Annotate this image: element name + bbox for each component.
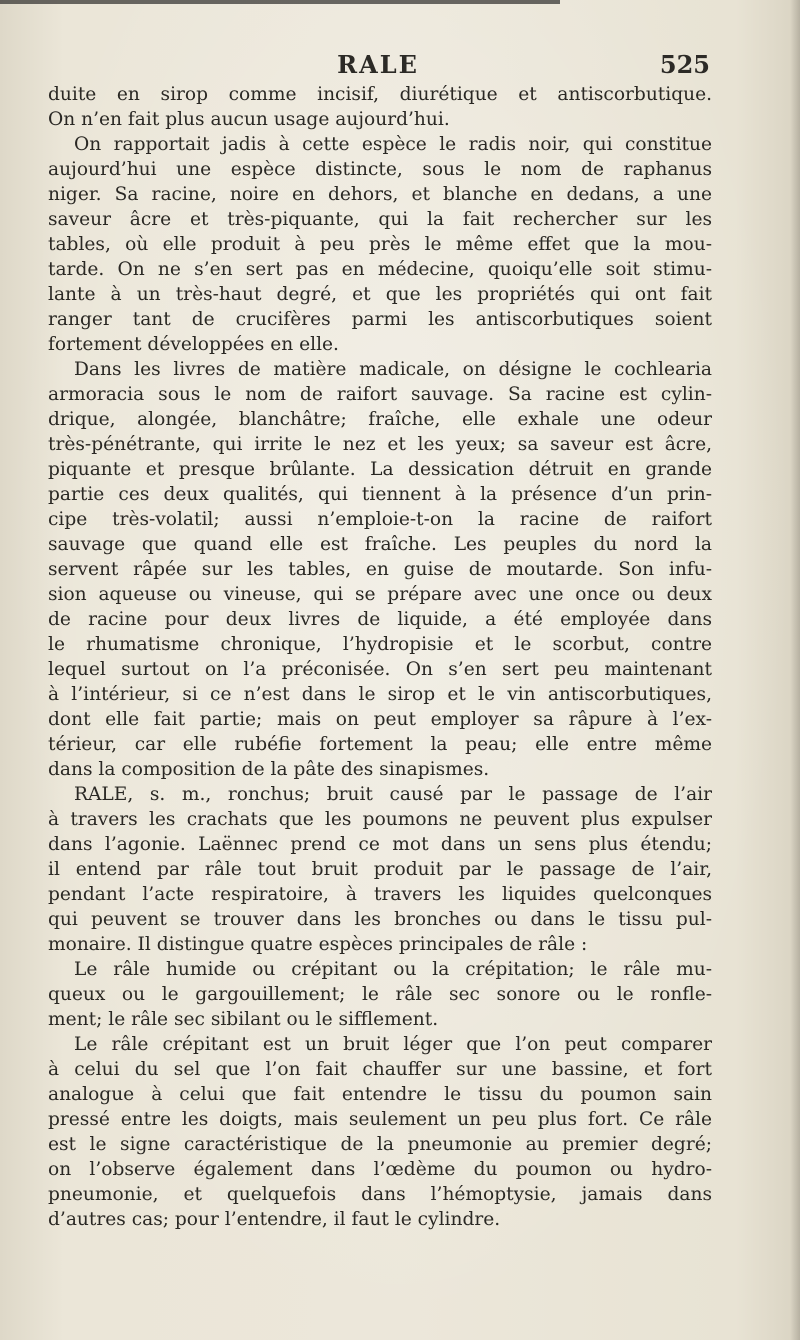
text-line: ment; le râle sec sibilant ou le sifflement. bbox=[48, 1009, 439, 1030]
text-line: monaire. Il distingue quatre espèces principales de râle : bbox=[48, 934, 588, 955]
text-line: aujourd’hui une espèce distincte, sous le nom de raphanus bbox=[48, 159, 712, 180]
text-line: à travers les crachats que les poumons ne peuvent plus expulser bbox=[48, 809, 712, 830]
text-line: tarde. On ne s’en sert pas en médecine, quoiqu’elle soit stimu- bbox=[48, 259, 712, 280]
text-line: cipe très-volatil; aussi n’emploie-t-on la racine de raifort bbox=[48, 509, 712, 530]
text-line: térieur, car elle rubéfie fortement la peau; elle entre même bbox=[48, 734, 712, 755]
text-line: on l’observe également dans l’œdème du poumon ou hydro- bbox=[48, 1159, 712, 1180]
text-line: dont elle fait partie; mais on peut employer sa râpure à l’ex- bbox=[48, 709, 712, 730]
text-line: armoracia sous le nom de raifort sauvage. Sa racine est cylin- bbox=[48, 384, 712, 405]
text-line: RALE, s. m., ronchus; bruit causé par le passage de l’air bbox=[74, 784, 712, 805]
page-header bbox=[46, 50, 710, 84]
text-line: dans l’agonie. Laënnec prend ce mot dans un sens plus étendu; bbox=[48, 834, 712, 855]
text-line: pneumonie, et quelquefois dans l’hémoptysie, jamais dans bbox=[48, 1184, 712, 1205]
text-line: analogue à celui que fait entendre le tissu du poumon sain bbox=[48, 1084, 712, 1105]
text-line: drique, alongée, blanchâtre; fraîche, elle exhale une odeur bbox=[48, 409, 712, 430]
text-line: partie ces deux qualités, qui tiennent à la présence d’un prin- bbox=[48, 484, 712, 505]
text-line: de racine pour deux livres de liquide, a été employée dans bbox=[48, 609, 712, 630]
text-line: duite en sirop comme incisif, diurétique et antiscorbutique. bbox=[48, 84, 712, 105]
text-line: servent râpée sur les tables, en guise de moutarde. Son infu- bbox=[48, 559, 712, 580]
text-line: très-pénétrante, qui irrite le nez et les yeux; sa saveur est âcre, bbox=[48, 434, 712, 455]
text-line: niger. Sa racine, noire en dehors, et blanche en dedans, a une bbox=[48, 184, 712, 205]
body-text bbox=[48, 82, 712, 1232]
text-line: qui peuvent se trouver dans les bronches ou dans le tissu pul- bbox=[48, 909, 712, 930]
text-line: piquante et presque brûlante. La dessication détruit en grande bbox=[48, 459, 712, 480]
text-line: tables, où elle produit à peu près le même effet que la mou- bbox=[48, 234, 712, 255]
text-line: Le râle crépitant est un bruit léger que l’on peut comparer bbox=[74, 1034, 712, 1055]
text-line: Dans les livres de matière madicale, on désigne le cochlearia bbox=[74, 359, 712, 380]
running-head: RALE bbox=[337, 50, 419, 79]
text-line: lante à un très-haut degré, et que les propriétés qui ont fait bbox=[48, 284, 712, 305]
text-line: On rapportait jadis à cette espèce le radis noir, qui constitue bbox=[74, 134, 712, 155]
text-line: lequel surtout on l’a préconisée. On s’en sert peu maintenant bbox=[48, 659, 712, 680]
text-line: sauvage que quand elle est fraîche. Les peuples du nord la bbox=[48, 534, 712, 555]
text-line: est le signe caractéristique de la pneumonie au premier degré; bbox=[48, 1134, 712, 1155]
text-line: ranger tant de crucifères parmi les antiscorbutiques soient bbox=[48, 309, 712, 330]
text-line: saveur âcre et très-piquante, qui la fait rechercher sur les bbox=[48, 209, 712, 230]
text-line: d’autres cas; pour l’entendre, il faut le cylindre. bbox=[48, 1209, 501, 1230]
text-line: pendant l’acte respiratoire, à travers les liquides quelconques bbox=[48, 884, 712, 905]
page-edge-rule bbox=[0, 0, 560, 4]
text-line: il entend par râle tout bruit produit par le passage de l’air, bbox=[48, 859, 712, 880]
text-line: sion aqueuse ou vineuse, qui se prépare avec une once ou deux bbox=[48, 584, 712, 605]
text-line: à l’intérieur, si ce n’est dans le sirop et le vin antiscorbutiques, bbox=[48, 684, 712, 705]
text-line: pressé entre les doigts, mais seulement un peu plus fort. Ce râle bbox=[48, 1109, 712, 1130]
text-line: à celui du sel que l’on fait chauffer sur une bassine, et fort bbox=[48, 1059, 712, 1080]
text-line: On n’en fait plus aucun usage aujourd’hui. bbox=[48, 109, 450, 130]
text-line: le rhumatisme chronique, l’hydropisie et le scorbut, contre bbox=[48, 634, 712, 655]
text-line: dans la composition de la pâte des sinapismes. bbox=[48, 759, 490, 780]
text-line: queux ou le gargouillement; le râle sec sonore ou le ronfle- bbox=[48, 984, 712, 1005]
text-line: fortement développées en elle. bbox=[48, 334, 339, 355]
text-line: Le râle humide ou crépitant ou la crépitation; le râle mu- bbox=[74, 959, 712, 980]
page-edge-shadow bbox=[790, 0, 800, 1340]
page-number: 525 bbox=[659, 50, 710, 79]
